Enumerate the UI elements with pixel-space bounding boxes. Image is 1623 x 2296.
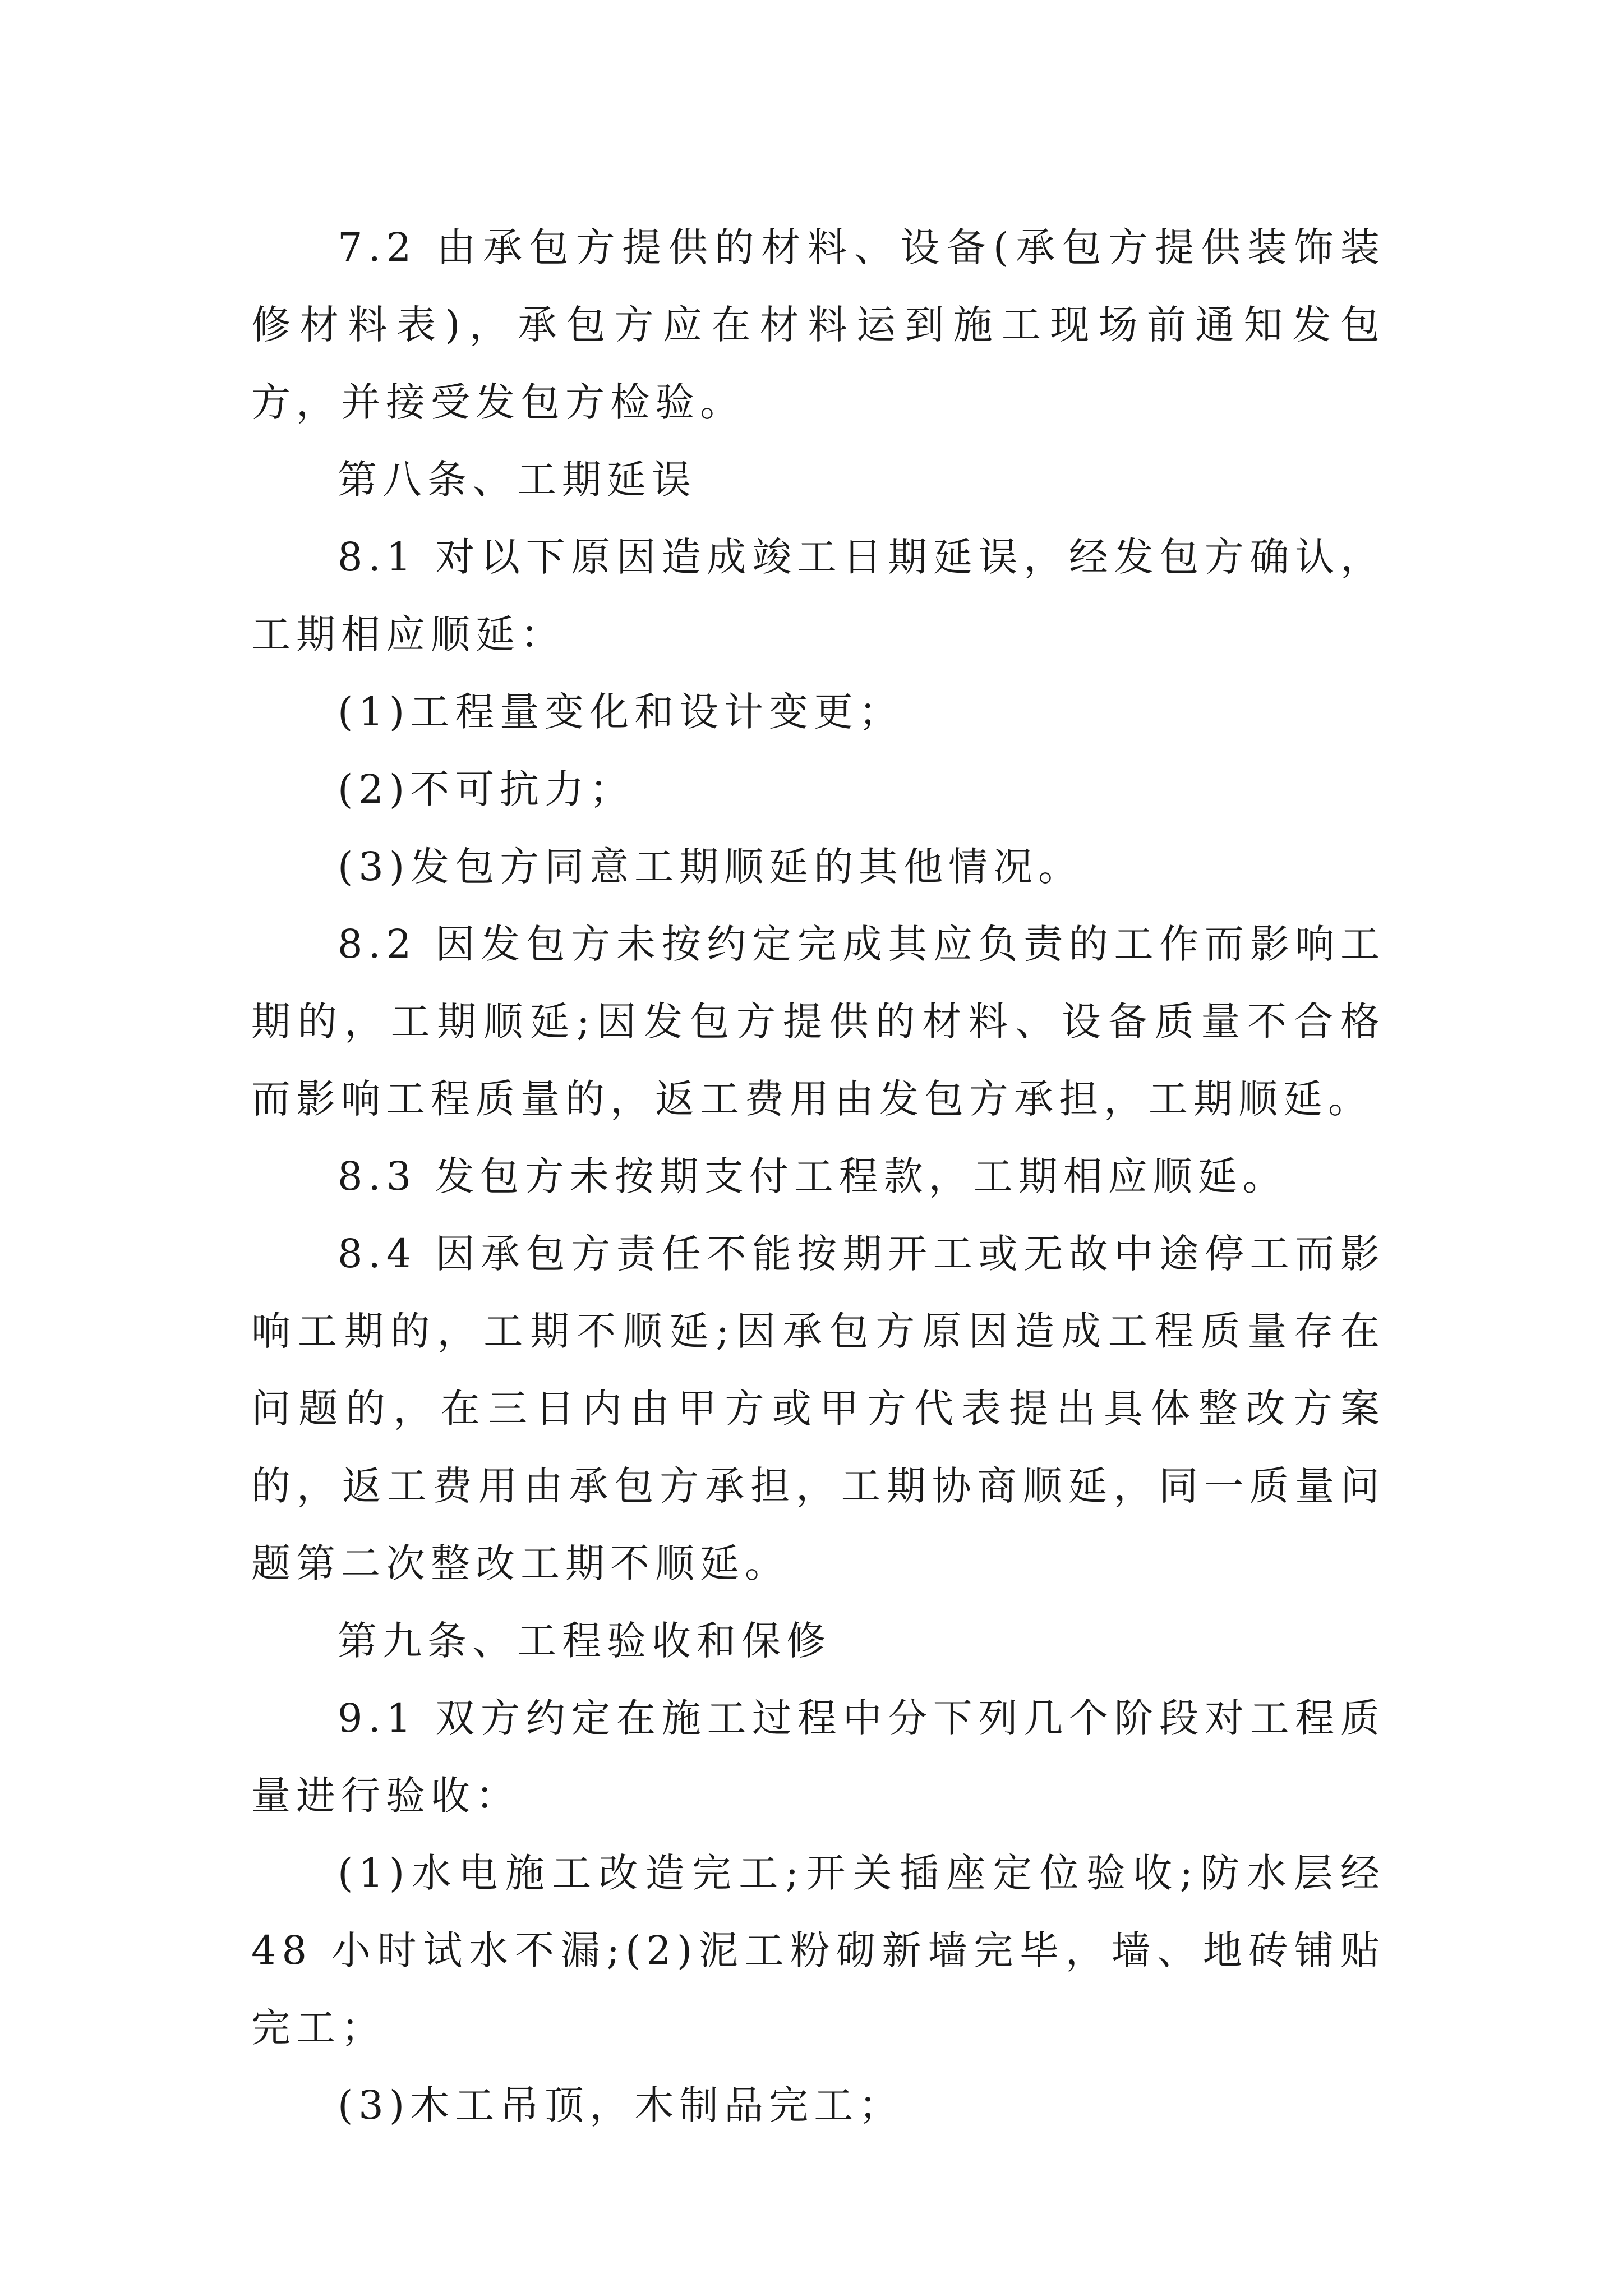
list-item-9-1-1: (1)水电施工改造完工;开关插座定位验收;防水层经 48 小时试水不漏;(2)泥工粉砌新墙完毕，墙、地砖铺贴完工； <box>251 1850 1385 2051</box>
document-body <box>251 209 1385 2144</box>
paragraph-8-3: 8.3 发包方未按期支付工程款，工期相应顺延。 <box>338 1153 1288 1199</box>
list-item-8-1-3: (3)发包方同意工期顺延的其他情况。 <box>338 844 1083 890</box>
heading-article-8: 第八条、工期延误 <box>338 457 697 503</box>
list-item-8-1-2: (2)不可抗力； <box>338 766 635 812</box>
paragraph-9-1: 9.1 双方约定在施工过程中分下列几个阶段对工程质量进行验收： <box>251 1695 1385 1819</box>
paragraph-8-1: 8.1 对以下原因造成竣工日期延误，经发包方确认，工期相应顺延： <box>251 534 1385 657</box>
heading-article-9: 第九条、工程验收和保修 <box>338 1618 831 1664</box>
paragraph-8-4: 8.4 因承包方责任不能按期开工或无故中途停工而影响工期的，工期不顺延;因承包方原因造成工程质量存在问题的，在三日内由甲方或甲方代表提出具体整改方案的，返工费用由承包方承担，工期协商顺延，同一质量问题第二次整改工期不顺延。 <box>251 1231 1385 1586</box>
list-item-8-1-1: (1)工程量变化和设计变更； <box>338 689 904 735</box>
list-item-9-1-3: (3)木工吊顶，木制品完工； <box>338 2082 904 2128</box>
paragraph-8-2: 8.2 因发包方未按约定完成其应负责的工作而影响工期的，工期顺延;因发包方提供的材料、设备质量不合格而影响工程质量的，返工费用由发包方承担，工期顺延。 <box>251 921 1385 1122</box>
paragraph-7-2: 7.2 由承包方提供的材料、设备(承包方提供装饰装修材料表)，承包方应在材料运到施工现场前通知发包方，并接受发包方检验。 <box>251 224 1385 425</box>
